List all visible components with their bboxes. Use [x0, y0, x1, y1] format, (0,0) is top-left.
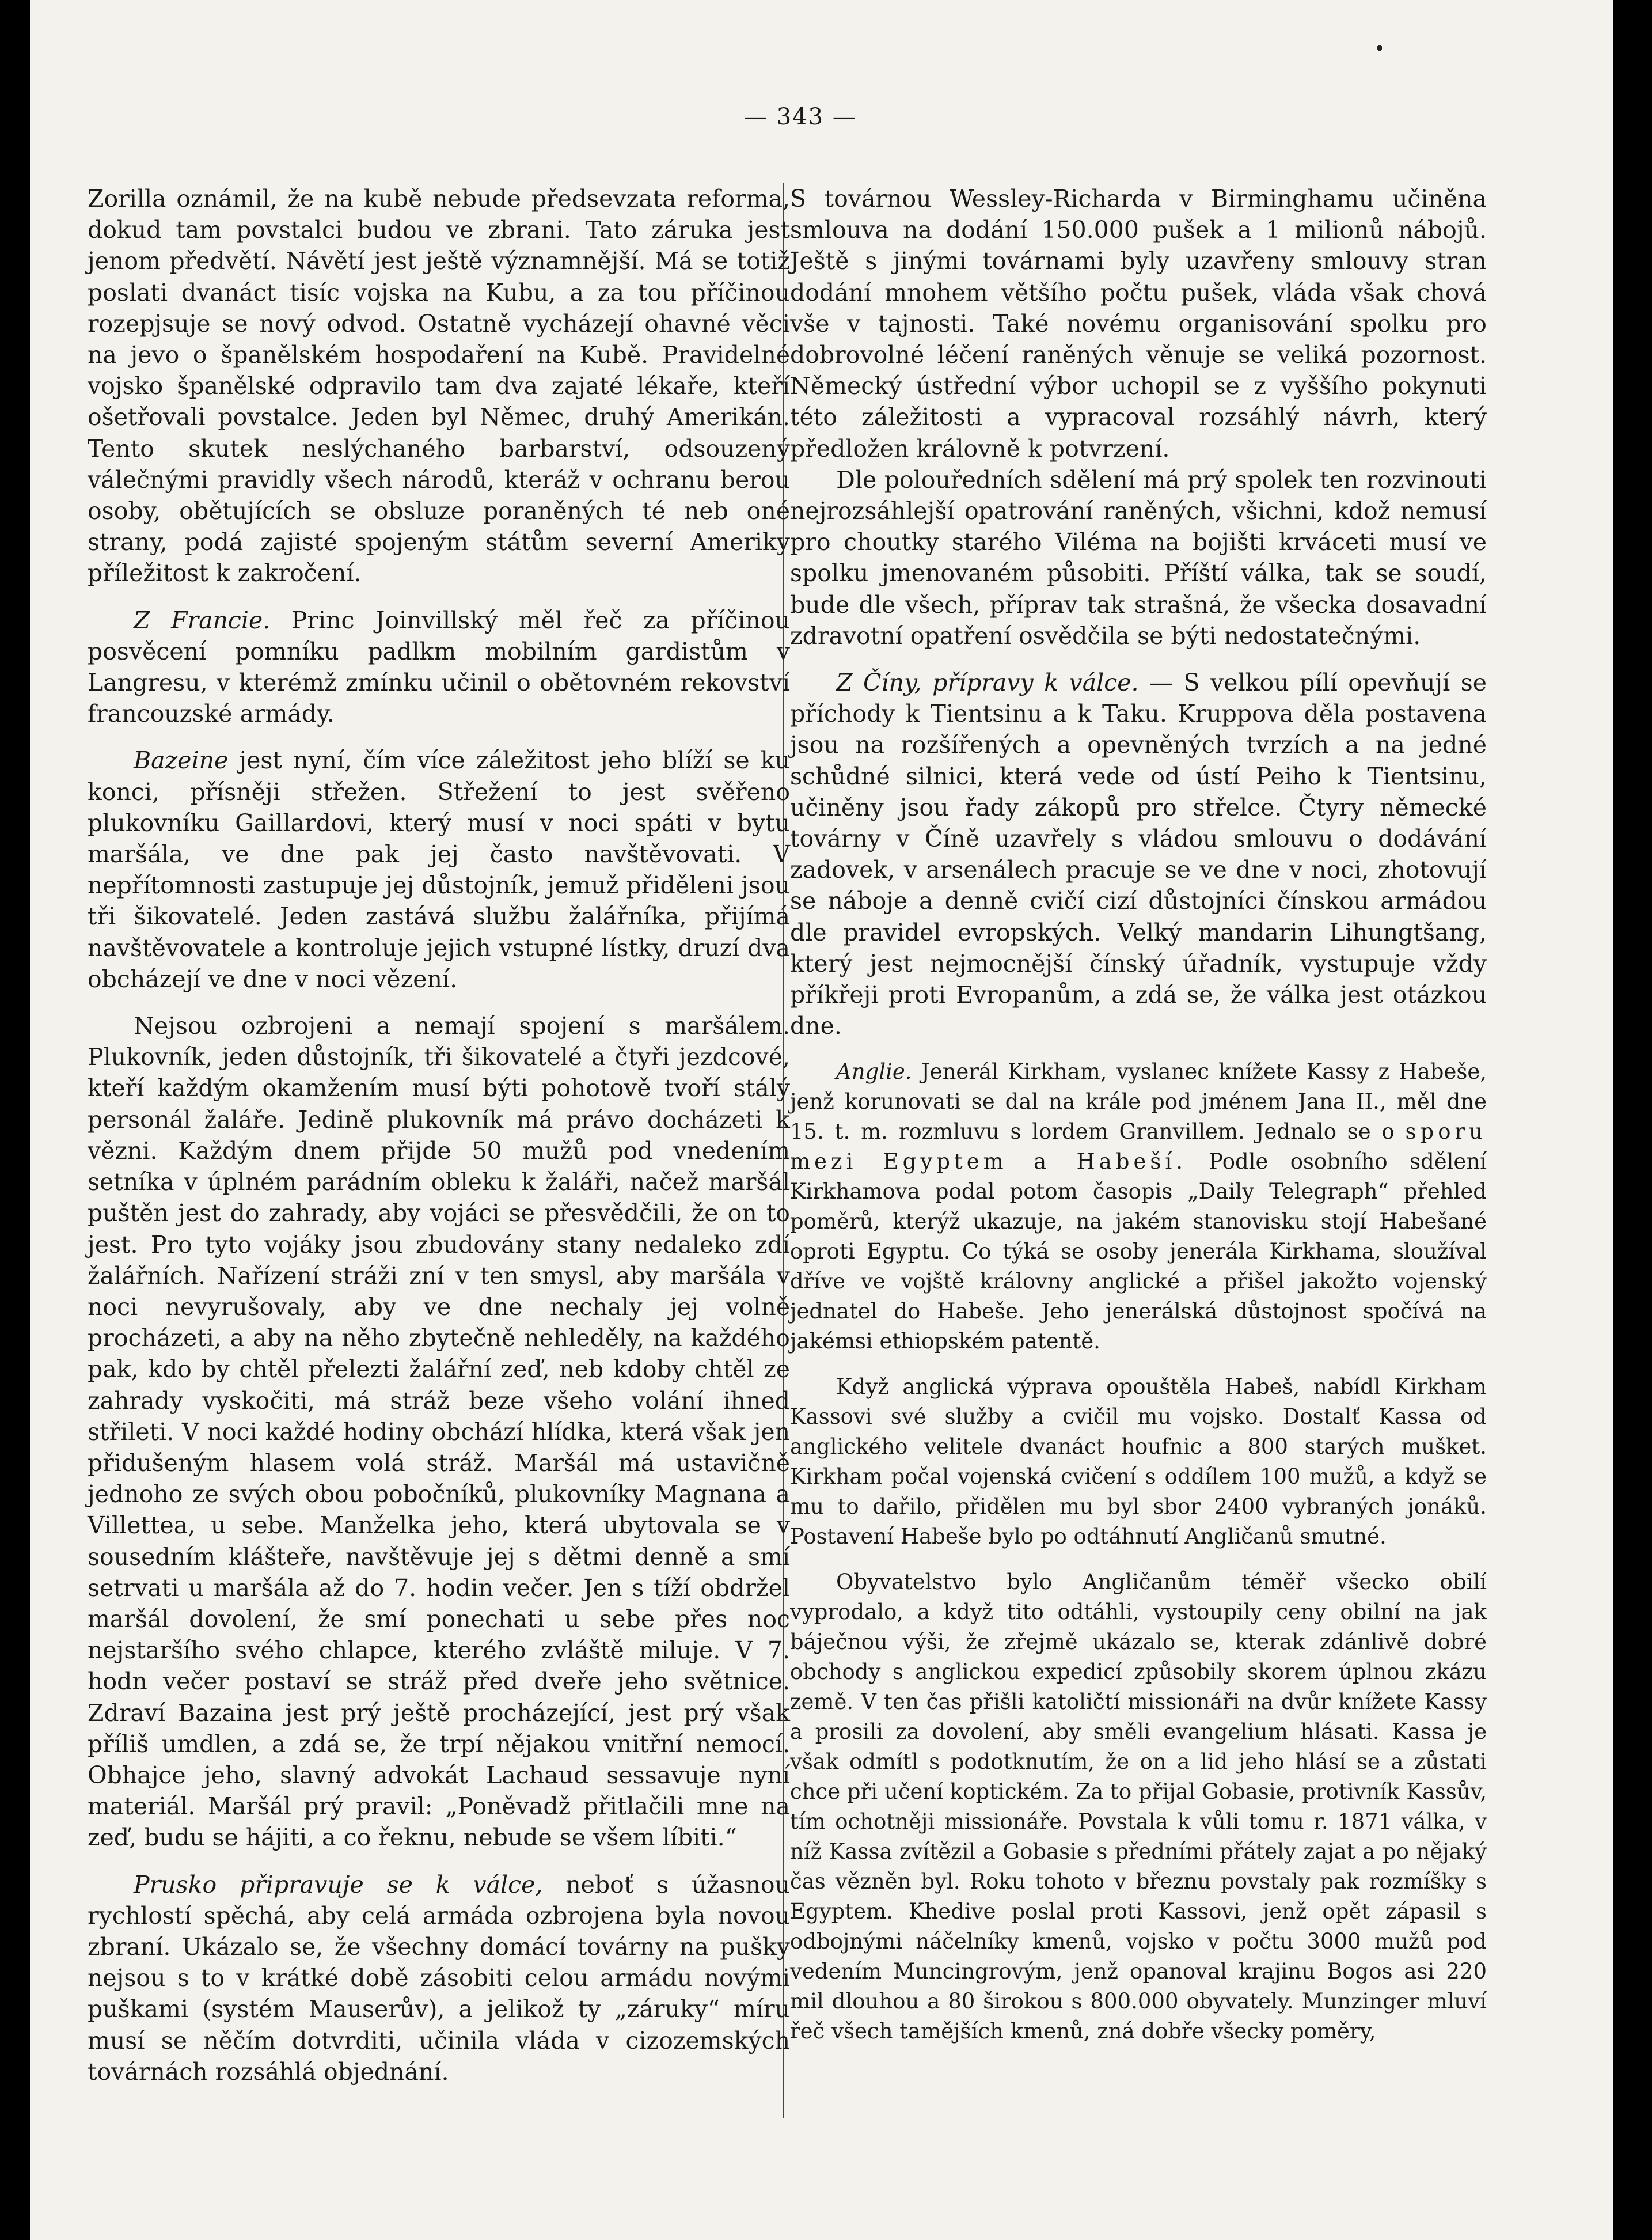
paragraph-lead: Z Číny, přípravy k válce. — [836, 669, 1139, 697]
spaced-phrase: sporu mezi Egyptem a Habeší. — [790, 1119, 1487, 1174]
paragraph-body: neboť s úžasnou rychlostí spěchá, aby celá armáda ozbrojena byla novou zbraní. Ukázalo se, že všechny domácí továrny na pušky nejsou s to v krátké době zásobiti celou armádu novými puškami (systém Mauserův), a jelikož ty „záruky“ míru musí se něčím dotvrditi, učinila vláda v cizozemských továrnách rozsáhlá objednání. — [88, 1870, 790, 2086]
paragraph-england — [790, 1057, 1487, 1356]
left-column — [88, 183, 790, 2087]
paragraph-prison-guard: Nejsou ozbrojeni a nemají spojení s maršálem. Plukovník, jeden důstojník, tři šikovatelé a čtyři jezdcové, kteří každým okamžením musí býti pohotově tvoří stálý personál žaláře. Jedině plukovník má právo docházeti k vězni. Každým dnem přijde 50 mužů pod vnedením setníka v úplném parádním obleku k žaláři, načež maršál puštěn jest do zahrady, aby vojáci se přesvědčili, že on to jest. Pro tyto vojáky jsou zbudovány stany nedaleko zdí žalářních. Nařízení stráži zní v ten smysl, aby maršála v noci nevyrušovaly, aby ve dne nechaly jej volně procházeti, a aby na něho zbytečně nehleděly, na každého pak, kdo by chtěl přelezti žalářní zeď, neb kdoby chtěl ze zahrady vyskočiti, má stráž beze všeho volání ihned střileti. V noci každé hodiny obchází hlídka, která však jen přidušeným hlasem volá stráž. Maršál má ustavičně jednoho ze svých obou pobočníků, plukovníky Magnana a Villettea, u sebe. Manželka jeho, která ubytovala se v sousedním klášteře, navštěvuje jej s dětmi denně a smí setrvati u maršála až do 7. hodin večer. Jen s tíží obdržel maršál dovolení, že smí ponechati u sebe přes noc nejstaršího svého chlapce, kterého zvláště miluje. V 7. hodn večer postaví se stráž před dveře jeho světnice. Zdraví Bazaina jest prý ještě procházející, jest prý však příliš umdlen, a zdá se, že trpí nějakou vnitřní nemocí. Obhajce jeho, slavný advokát Lachaud sessavuje nyní materiál. Maršál prý pravil: „Poněvadž přitlačili mne na zeď, budu se hájiti, a co řeknu, nebude se všem líbiti.“ — [88, 1012, 790, 1852]
paragraph-expedition: Když anglická výprava opouštěla Habeš, nabídl Kirkham Kassovi své služby a cvičil mu vojsko. Dostalť Kassa od anglického velitele dvanáct houfnic a 800 starých mušket. Kirkham počal vojenská cvičení s oddílem 100 mužů, a když se mu to dařilo, přidělen mu byl sbor 2400 vybraných jonáků. Postavení Habeše bylo po odtáhnutí Angličanů smutné. — [790, 1374, 1487, 1549]
paragraph-body: Podle osobního sdělení Kirkhamova podal potom časopis „Daily Telegraph“ přehled poměrů, kterýž ukazuje, na jakém stanovisku stojí Habešané oproti Egyptu. Co týká se osoby jenerála Kirkhama, sloužíval dříve ve vojště královny anglické a přišel jakožto vojenský jednatel do Habeše. Jeho jenerálská důstojnost spočívá na jakémsi ethiopském patentě. — [790, 1149, 1487, 1354]
ink-speck — [1377, 45, 1382, 51]
paragraph-bazaine — [88, 745, 790, 995]
paragraph-prussia — [88, 1869, 790, 2087]
paragraph-lead: Prusko připravuje se k válce, — [134, 1870, 543, 1898]
page — [30, 0, 1613, 2240]
right-column — [790, 183, 1487, 2046]
paragraph-red-cross: Dle polouředních sdělení má prý spolek ten rozvinouti nejrozsáhlejší opatrování raněných, všichni, kdož nemusí pro choutky starého Viléma na bojišti krváceti musí ve spolku jmenovaném působiti. Příští válka, tak se soudí, bude dle všech, příprav tak strašná, že všecka dosavadní zdravotní opatření osvědčila se býti nedostatečnými. — [790, 465, 1487, 650]
paragraph-france — [88, 605, 790, 730]
paragraph-cuba: Zorilla oznámil, že na kubě nebude předsevzata reforma, dokud tam povstalci budou ve zbrani. Tato záruka jest jenom předvětí. Návětí jest ještě významnější. Má se totiž poslati dvanáct tisíc vojska na Kubu, a za tou příčinou rozepjsuje se nový odvod. Ostatně vycházejí ohavné věci na jevo o španělském hospodaření na Kubě. Pravidelné vojsko španělské odpravilo tam dva zajaté lékaře, kteří ošetřovali povstalce. Jeden byl Němec, druhý Amerikán. Tento skutek neslýchaného barbarství, odsouzený válečnými pravidly všech národů, kteráž v ochranu berou osoby, obětujících se obsluze poraněných té neb oné strany, podá zajisté spojeným státům severní Ameriky příležitost k zakročení. — [88, 185, 790, 588]
page-number: — 343 — — [744, 104, 857, 130]
paragraph-population: Obyvatelstvo bylo Angličanům téměř všecko obilí vyprodalo, a když tito odtáhli, vystoupily ceny obilní na jak báječnou výši, že zřejmě ukázalo se, kterak zdánlivě dobré obchody s anglickou expedicí způsobily skorem úplnou zkázu země. V ten čas přišli katoličtí missionáři na dvůr knížete Kassy a prosili za dovolení, aby směli evangelium hlásati. Kassa je však odmítl s podotknutím, že on a lid jeho hlásí se a zůstati chce při učení koptickém. Za to přijal Gobasie, protivník Kassův, tím ochotněji missionáře. Povstala k vůli tomu r. 1871 válka, v níž Kassa zvítězil a Gobasie s předními přátely zajat a po nějaký čas vězněn byl. Roku tohoto v březnu povstaly pak rozmíšky s Egyptem. Khedive poslal proti Kassovi, jenž opět zápasil s odbojnými náčelníky kmenů, vojsko v počtu 3000 mužů pod vedením Muncingrovým, jenž opanoval krajinu Bogos asi 220 mil dlouhou a 80 širokou s 800.000 obyvately. Munzinger mluví řeč všech tamějších kmenů, zná dobře všecky poměry, — [790, 1570, 1487, 2044]
paragraph-body: — S velkou pílí opevňují se příchody k Tientsinu a k Taku. Kruppova děla postavena jsou na rozšířených a opevněných tvrzích a na jedné schůdné silnici, která vede od ústí Peiho k Tientsinu, učiněny jsou řady zákopů pro střelce. Čtyry německé továrny v Číně uzavřely s vládou smlouvu o dodávání zadovek, v arsenálech pracuje se ve dne v noci, zhotovují se náboje a denně cvičí cizí důstojníci čínskou armádou dle pravidel evropských. Velký mandarin Lihungtšang, který jest nejmocnější čínský úřadník, vystupuje vždy příkřeji proti Evropanům, a zdá se, že válka jest otázkou dne. — [790, 669, 1487, 1040]
paragraph-birmingham: S továrnou Wessley-Richarda v Birminghamu učiněna smlouva na dodání 150.000 pušek a 1 milionů nábojů. Ještě s jinými továrnami byly uzavřeny smlouvy stran dodání mnohem většího počtu pušek, vláda však chová vše v tajnosti. Také novému organisování spolku pro dobrovolné léčení raněných věnuje se veliká pozornost. Německý ústřední výbor uchopil se z vyššího pokynuti této záležitosti a vypracoval rozsáhlý návrh, který předložen královně k potvrzení. — [790, 185, 1487, 463]
paragraph-lead: Anglie. — [836, 1059, 912, 1085]
paragraph-body: Jenerál Kirkham, vyslanec knížete Kassy z Habeše, jenž korunovati se dal na krále pod jménem Jana II., měl dne 15. t. m. rozmluvu s lordem Granvillem. Jednalo se o — [790, 1059, 1487, 1144]
paragraph-china — [790, 667, 1487, 1041]
paragraph-lead: Z Francie. — [134, 606, 271, 634]
paragraph-lead: Bazeine — [134, 746, 229, 775]
paragraph-body: jest nyní, čím více záležitost jeho blíží se ku konci, přísněji střežen. Střežení to jest svěřeno plukovníku Gaillardovi, který musí v noci spáti v bytu maršála, ve dne pak jej často navštěvovati. V nepřítomnosti zastupuje jej důstojník, jemuž přiděleni jsou tři šikovatelé. Jeden zastává službu žalářníka, přijímá navštěvovatele a kontroluje jejich vstupné lístky, druzí dva obcházejí ve dne v noci vězení. — [88, 746, 790, 993]
paragraph-body: Princ Joinvillský měl řeč za příčinou posvěcení pomníku padlkm mobilním gardistům v Langresu, v kterémž zmínku učinil o obětovném rekovství francouzské armády. — [88, 606, 790, 728]
